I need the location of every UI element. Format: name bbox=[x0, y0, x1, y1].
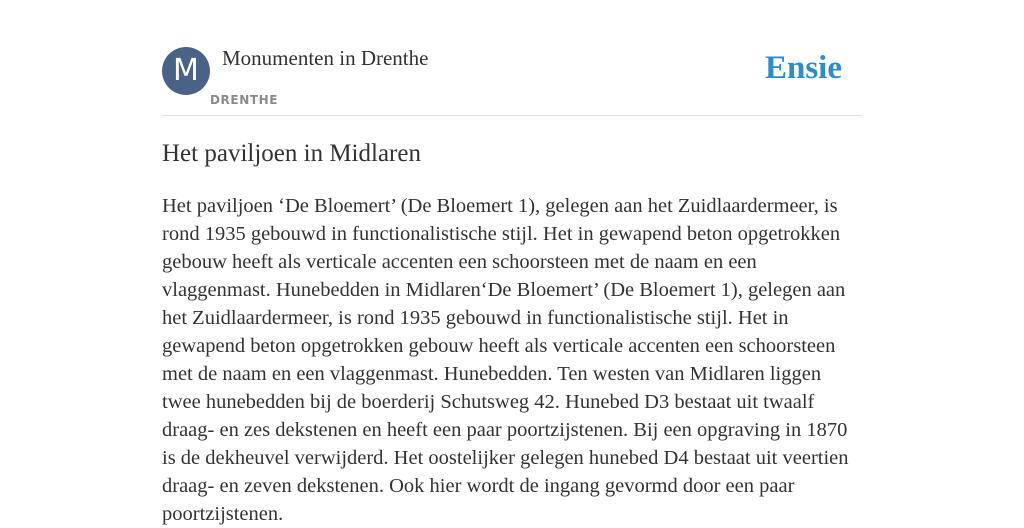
category-label[interactable]: DRENTHE bbox=[210, 93, 279, 107]
page-container bbox=[162, 0, 862, 525]
page-header bbox=[162, 0, 862, 116]
article-title: Het paviljoen in Midlaren bbox=[162, 140, 421, 167]
ensie-logo[interactable]: Ensie bbox=[764, 50, 842, 86]
site-title-link[interactable]: Monumenten in Drenthe bbox=[222, 46, 429, 70]
avatar[interactable]: M bbox=[162, 47, 210, 95]
article-body: Het paviljoen ‘De Bloemert’ (De Bloemert 1), gelegen aan het Zuidlaardermeer, is rond 1935 gebouwd in functionalistische stijl. Het in gewapend beton opgetrokken gebouw heeft als verticale accenten een schoorsteen met de naam en een vlaggenmast. Hunebedden in Midlaren‘De Bloemert’ (De Bloemert 1), gelegen aan het Zuidlaardermeer, is rond 1935 gebouwd in functionalistische stijl. Het in gewapend beton opgetrokken gebouw heeft als verticale accenten een schoorsteen met de naam en een vlaggenmast. Hunebedden. Ten westen van Midlaren liggen twee hunebedden bij de boerderij Schutsweg 42. Hunebed D3 bestaat uit twaalf draag- en zes dekstenen en heeft een paar poortzijstenen. Bij een opgraving in 1870 is de dekheuvel verwijderd. Het oostelijker gelegen hunebed D4 bestaat uit veertien draag- en zeven dekstenen. Ook hier wordt de ingang gevormd door een paar poortzijstenen. bbox=[162, 195, 849, 525]
